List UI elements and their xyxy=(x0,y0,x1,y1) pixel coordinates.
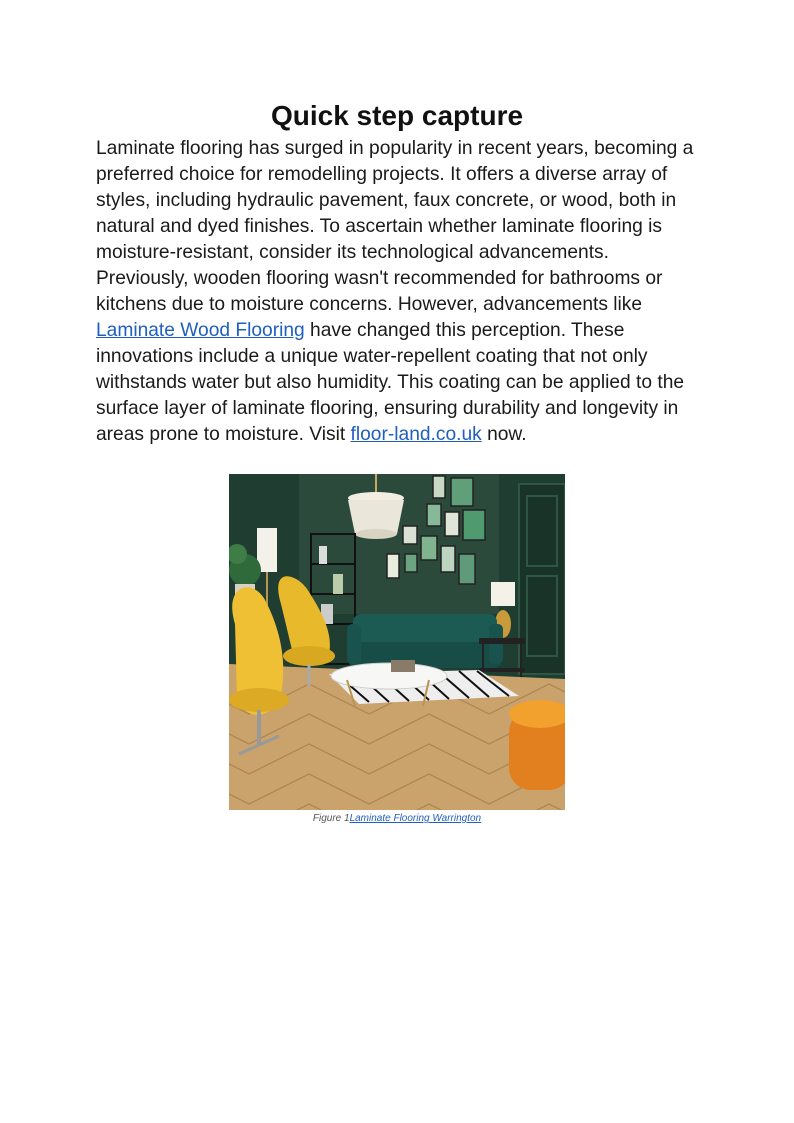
floor-land-link[interactable]: floor-land.co.uk xyxy=(350,424,482,445)
figure-caption xyxy=(0,812,794,825)
caption-label: Figure 1 xyxy=(312,813,350,824)
body-text-part-2: have changed this perception. These innovations include a unique water-repellent coating that not only withstands water but also humidity. This coating can be applied to the surface layer of laminate flooring, ensuring durability and longevity in areas prone to moisture. Visit xyxy=(96,320,685,445)
orange-ottoman xyxy=(509,700,565,790)
caption-link[interactable]: Laminate Flooring Warrington xyxy=(349,813,482,824)
body-paragraph xyxy=(96,136,700,448)
door-panel xyxy=(519,484,565,674)
body-text-part-1: Laminate flooring has surged in popularity in recent years, becoming a preferred choice for remodelling projects. It offers a diverse array of styles, including hydraulic pavement, faux concrete, or wood, both in natural and dyed finishes. To ascertain whether laminate flooring is moisture-resistant, consider its technological advancements. Previously, wooden flooring wasn't recommended for bathrooms or kitchens due to moisture concerns. However, advancements like xyxy=(96,138,694,315)
body-text-part-3: now. xyxy=(481,424,527,445)
living-room-photo xyxy=(229,474,565,810)
page-title: Quick step capture xyxy=(270,100,524,131)
laminate-wood-flooring-link[interactable]: Laminate Wood Flooring xyxy=(96,320,305,341)
